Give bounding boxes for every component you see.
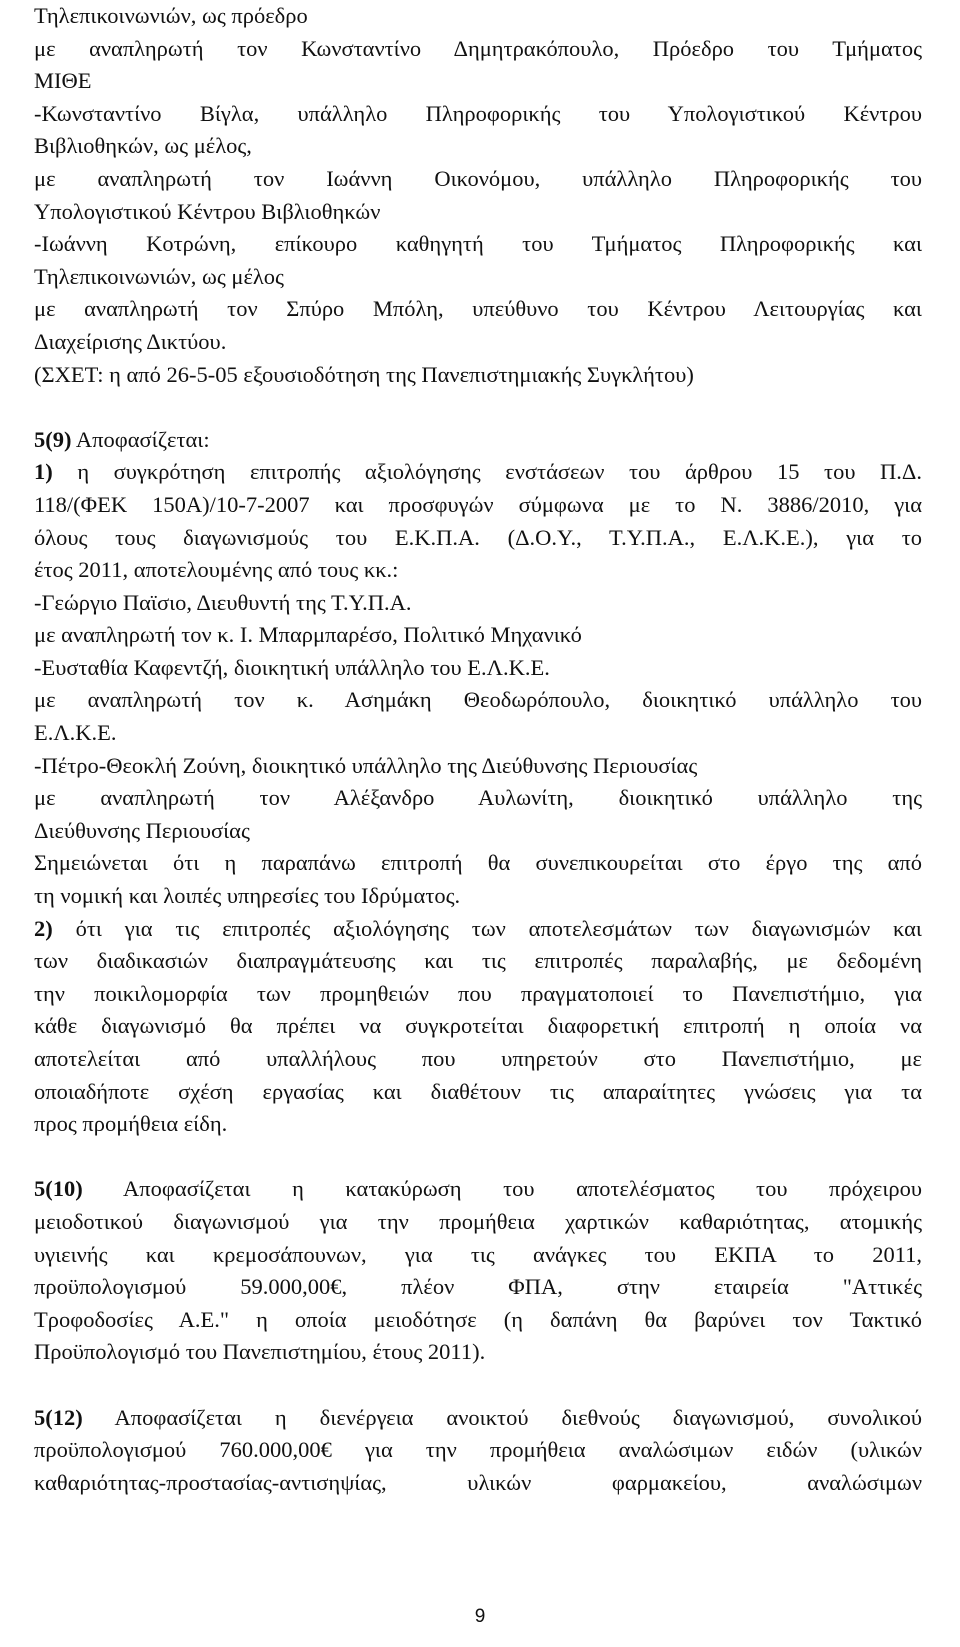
- text-line: με αναπληρωτή τον Αλέξανδρο Αυλωνίτη, διοικητικό υπάλληλο της: [34, 785, 922, 811]
- text-line: -Γεώργιο Παϊσιο, Διευθυντή της Τ.Υ.Π.Α.: [34, 589, 412, 615]
- spacer: [34, 391, 922, 424]
- section-number: 5(9): [34, 426, 72, 452]
- section-number: 5(10): [34, 1176, 83, 1202]
- text-line: με αναπληρωτή τον κ. Ασημάκη Θεοδωρόπουλο, διοικητικό υπάλληλο του: [34, 687, 922, 713]
- text-line: με αναπληρωτή τον Σπύρο Μπόλη, υπεύθυνο του Κέντρου Λειτουργίας και: [34, 296, 922, 322]
- text-line: Σημειώνεται ότι η παραπάνω επιτροπή θα συνεπικουρείται στο έργο της από: [34, 850, 922, 876]
- section-number: 5(12): [34, 1404, 83, 1430]
- text-line: υγιεινής και κρεμοσάπουνων, για τις ανάγκες του ΕΚΠΑ το 2011,: [34, 1241, 922, 1267]
- text-line: αποτελείται από υπαλλήλους που υπηρετούν στο Πανεπιστήμιο, με: [34, 1046, 922, 1071]
- item-number: 2): [34, 915, 53, 941]
- text-line: 118/(ΦΕΚ 150Α)/10-7-2007 και προσφυγών σύμφωνα με το Ν. 3886/2010, για: [34, 491, 922, 517]
- section-heading: [34, 424, 922, 457]
- text-line: ΜΙΘΕ: [34, 68, 92, 94]
- section-first-line: [34, 1173, 922, 1206]
- section-heading-text: Αποφασίζεται:: [71, 426, 210, 452]
- text-line: τη νομική και λοιπές υπηρεσίες του Ιδρύματος.: [34, 883, 461, 909]
- text-line: με αναπληρωτή τον κ. Ι. Μπαρμπαρέσο, Πολιτικό Μηχανικό: [34, 622, 582, 648]
- item-2-first-line: [34, 913, 922, 946]
- text-line: Τηλεπικοινωνιών, ως μέλος: [34, 263, 284, 289]
- text-line: έτος 2011, αποτελουμένης από τους κκ.:: [34, 557, 399, 583]
- section-first-line: [34, 1402, 922, 1435]
- text-line: με αναπληρωτή τον Κωνσταντίνο Δημητρακόπουλο, Πρόεδρο του Τμήματος: [34, 35, 922, 61]
- text-line: Τροφοδοσίες Α.Ε." η οποία μειοδότησε (η δαπάνη θα βαρύνει τον Τακτικό: [34, 1306, 922, 1332]
- spacer: [34, 1369, 922, 1402]
- section-5-12: [34, 1402, 922, 1500]
- text-line: καθαριότητας-προστασίας-αντισηψίας, υλικών φαρμακείου, αναλώσιμων: [34, 1469, 922, 1495]
- text-line: -Κωνσταντίνο Βίγλα, υπάλληλο Πληροφορικής του Υπολογιστικού Κέντρου: [34, 100, 922, 126]
- text-line: Τηλεπικοινωνιών, ως πρόεδρο: [34, 3, 308, 28]
- text-line: -Ευσταθία Καφεντζή, διοικητική υπάλληλο του Ε.Λ.Κ.Ε.: [34, 654, 550, 680]
- item-number: 1): [34, 459, 53, 485]
- item-1-first-line: [34, 456, 922, 489]
- section-5-9: [34, 424, 922, 1141]
- text-line: με αναπληρωτή τον Ιωάννη Οικονόμου, υπάλληλο Πληροφορικής του: [34, 165, 922, 191]
- text-line: όλους τους διαγωνισμούς του Ε.Κ.Π.Α. (Δ.Ο.Υ., Τ.Υ.Π.Α., Ε.Λ.Κ.Ε.), για το: [34, 524, 922, 550]
- reference-line: (ΣΧΕΤ: η από 26-5-05 εξουσιοδότηση της Πανεπιστημιακής Συγκλήτου): [34, 361, 694, 387]
- spacer: [34, 1141, 922, 1174]
- text-line: την ποικιλομορφία των προμηθειών που πραγματοποιεί το Πανεπιστήμιο, για: [34, 980, 922, 1006]
- committee-members-block: [34, 0, 922, 391]
- text-line: Βιβλιοθηκών, ως μέλος,: [34, 133, 252, 159]
- text-run: η συγκρότηση επιτροπής αξιολόγησης ενστάσεων του άρθρου 15 του Π.Δ.: [52, 459, 922, 485]
- text-line: -Πέτρο-Θεοκλή Ζούνη, διοικητικό υπάλληλο της Διεύθυνσης Περιουσίας: [34, 752, 698, 778]
- text-line: προϋπολογισμού 760.000,00€ για την προμήθεια αναλώσιμων ειδών (υλικών: [34, 1437, 922, 1463]
- text-line: προς προμήθεια είδη.: [34, 1111, 228, 1137]
- text-line: των διαδικασιών διαπραγμάτευσης και τις επιτροπές παραλαβής, με δεδομένη: [34, 948, 922, 974]
- text-run: Αποφασίζεται η διενέργεια ανοικτού διεθνούς διαγωνισμού, συνολικού: [82, 1404, 922, 1430]
- text-line: οποιαδήποτε σχέση εργασίας και διαθέτουν τις απαραίτητες γνώσεις για τα: [34, 1078, 922, 1104]
- text-run: Αποφασίζεται η κατακύρωση του αποτελέσματος του πρόχειρου: [82, 1176, 922, 1202]
- text-line: Ε.Λ.Κ.Ε.: [34, 720, 117, 746]
- text-line: κάθε διαγωνισμό θα πρέπει να συγκροτείται διαφορετική επιτροπή η οποία να: [34, 1013, 922, 1039]
- text-line: -Ιωάννη Κοτρώνη, επίκουρο καθηγητή του Τμήματος Πληροφορικής και: [34, 231, 922, 257]
- text-line: μειοδοτικού διαγωνισμού για την προμήθεια χαρτικών καθαριότητας, ατομικής: [34, 1208, 922, 1234]
- document-page: [34, 0, 922, 1499]
- text-run: ότι για τις επιτροπές αξιολόγησης των αποτελεσμάτων των διαγωνισμών και: [52, 915, 922, 941]
- text-line: Διεύθυνσης Περιουσίας: [34, 817, 250, 843]
- text-line: Υπολογιστικού Κέντρου Βιβλιοθηκών: [34, 198, 381, 224]
- text-line: Διαχείρισης Δικτύου.: [34, 328, 227, 354]
- page-number: 9: [474, 1606, 486, 1627]
- text-line: Προϋπολογισμό του Πανεπιστημίου, έτους 2011).: [34, 1339, 486, 1365]
- section-5-10: [34, 1173, 922, 1369]
- text-line: προϋπολογισμού 59.000,00€, πλέον ΦΠΑ, στην εταιρεία "Αττικές: [34, 1274, 922, 1300]
